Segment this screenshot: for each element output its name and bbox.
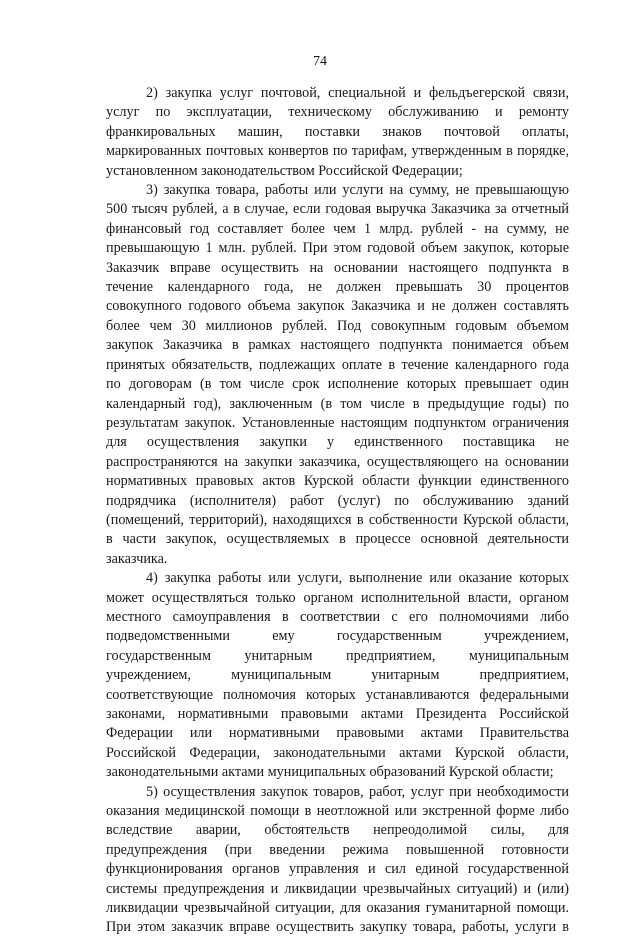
text-line: государственным унитарным предприятием, муниципальным — [106, 647, 569, 664]
text-line: принятых обязательств, подлежащих оплате в течение календарного года — [106, 356, 569, 373]
paragraph — [106, 181, 569, 569]
text-line: нормативных правовых актов Курской области функции единственного — [106, 473, 569, 490]
text-line: финансовый год составляет более чем 1 млрд. рублей - на сумму, не — [106, 220, 569, 237]
paragraph — [106, 783, 569, 938]
text-line: ликвидации чрезвычайной ситуации, для оказания гуманитарной помощи. — [106, 900, 569, 917]
text-line: системы предупреждения и ликвидации чрезвычайных ситуаций) и (или) — [106, 880, 569, 897]
text-line: превышающую 1 млн. рублей. При этом годовой объем закупок, которые — [106, 240, 569, 257]
text-line: франкировальных машин, поставки знаков почтовой оплаты, — [106, 123, 569, 140]
text-line: установленном законодательством Российской Федерации; — [106, 162, 463, 179]
text-line: Российской Федерации, законодательными актами Курской области, — [106, 744, 569, 761]
text-line: для осуществления закупки у единственного поставщика не — [106, 434, 569, 451]
text-line: течение календарного года, не должен превышать 30 процентов — [106, 279, 569, 296]
text-line: 4) закупка работы или услуги, выполнение или оказание которых — [146, 570, 569, 587]
page-number: 74 — [313, 54, 327, 69]
paragraph — [106, 84, 569, 181]
text-line: учреждением, муниципальным унитарным предприятием, — [106, 667, 569, 684]
text-line: При этом заказчик вправе осуществить закупку товара, работы, услуги в — [106, 919, 569, 936]
text-line: календарный год), заключенным (в том числе в предыдущие годы) по — [106, 395, 569, 412]
paragraph — [106, 569, 569, 782]
text-line: функционирования органов управления и сил единой государственной — [106, 861, 569, 878]
text-line: распространяются на закупки заказчика, осуществляющего на основании — [106, 453, 569, 470]
text-line: Заказчик вправе осуществить на основании настоящего подпункта в — [106, 259, 569, 276]
text-line: заказчика. — [106, 550, 168, 567]
text-line: предупреждения (при введении режима повышенной готовности — [106, 841, 569, 858]
text-line: 2) закупка услуг почтовой, специальной и фельдъегерской связи, — [146, 85, 569, 101]
text-line: 500 тысяч рублей, а в случае, если годовая выручка Заказчика за отчетный — [106, 201, 569, 218]
text-line: подведомственными ему государственным учреждением, — [106, 628, 569, 645]
text-line: услуг по эксплуатации, техническому обслуживанию и ремонту — [106, 104, 569, 121]
text-line: Федерации или нормативными правовыми актами Правительства — [106, 725, 569, 742]
text-line: оказания медицинской помощи в неотложной или экстренной форме либо — [106, 803, 569, 820]
text-line: вследствие аварии, обстоятельств непреодолимой силы, для — [106, 822, 569, 839]
text-line: соответствующие полномочия которых устанавливаются федеральными — [106, 686, 569, 703]
text-line: подрядчика (исполнителя) работ (услуг) по обслуживанию зданий — [106, 492, 569, 509]
text-line: законодательными актами муниципальных образований Курской области; — [106, 764, 554, 781]
text-line: местного самоуправления в соответствии с его полномочиями либо — [106, 608, 569, 625]
text-line: в части закупок, осуществляемых в процессе основной деятельности — [106, 531, 569, 548]
text-line: маркированных почтовых конвертов по тарифам, утвержденным в порядке, — [106, 143, 569, 160]
text-line: 3) закупка товара, работы или услуги на сумму, не превышающую — [146, 182, 569, 199]
text-line: закупок Заказчика в рамках настоящего подпункта понимается объем — [106, 337, 569, 354]
text-line: (помещений, территорий), находящихся в собственности Курской области, — [106, 511, 569, 528]
text-line: совокупного годового объема закупок Заказчика и не должен составлять — [106, 298, 569, 315]
text-line: может осуществляться только органом исполнительной власти, органом — [106, 589, 569, 606]
text-line: по договорам (в том числе срок исполнение которых превышает один — [106, 376, 569, 393]
document-body — [106, 84, 569, 938]
text-line: более чем 30 миллионов рублей. Под совокупным годовым объемом — [106, 317, 569, 334]
text-line: 5) осуществления закупок товаров, работ, услуг при необходимости — [146, 783, 569, 800]
text-line: законами, нормативными правовыми актами Президента Российской — [106, 706, 569, 722]
text-line: результатам закупок. Установленные настоящим подпунктом ограничения — [106, 414, 569, 431]
